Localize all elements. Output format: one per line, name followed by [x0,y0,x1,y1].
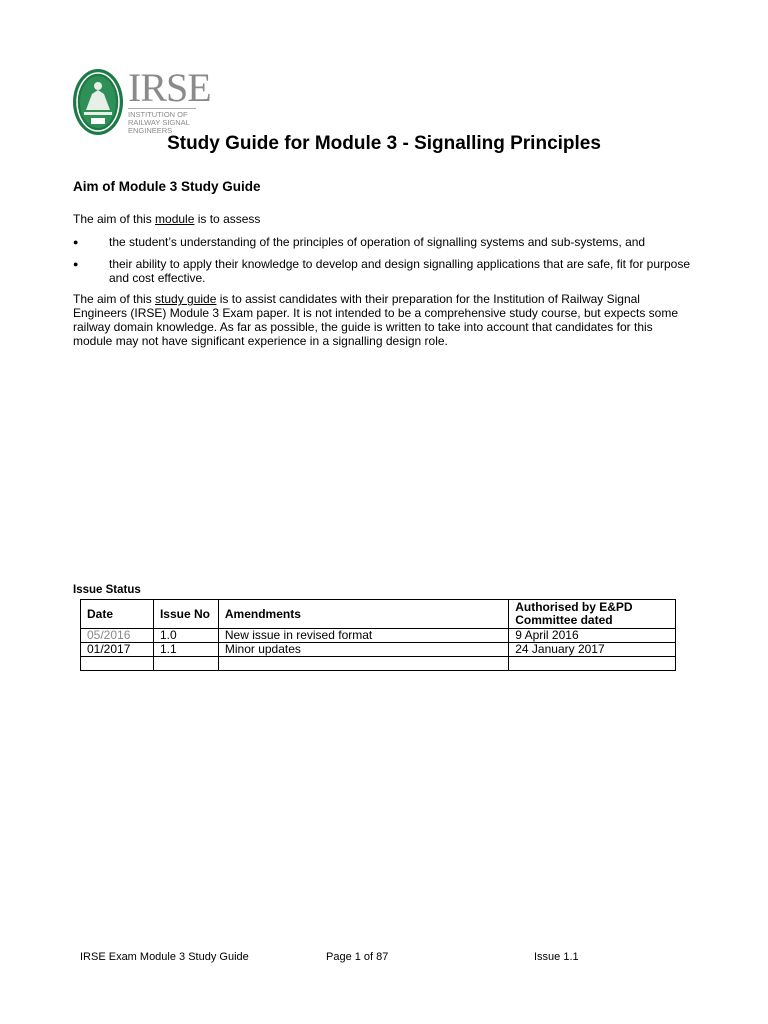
table-cell [153,657,218,671]
table-cell [218,657,508,671]
module-link[interactable]: module [155,212,195,226]
footer-issue: Issue 1.1 [534,951,579,963]
table-header-row [81,600,676,629]
footer-document-name: IRSE Exam Module 3 Study Guide [80,951,249,963]
column-header: Authorised by E&PD Committee dated [509,600,676,629]
table-cell [509,657,676,671]
table-cell: 1.0 [153,629,218,643]
intro-paragraph: The aim of this module is to assess [73,212,261,226]
logo-subtitle: INSTITUTION OF RAILWAY SIGNAL ENGINEERS [128,108,196,135]
bullet-icon: ● [73,237,79,247]
table-cell [81,657,154,671]
table-row [81,657,676,671]
irse-logo [72,65,211,136]
table-cell: 24 January 2017 [509,643,676,657]
table-cell: New issue in revised format [218,629,508,643]
irse-emblem-icon [72,68,124,136]
study-guide-paragraph: The aim of this study guide is to assist candidates with their preparation for the Institution of Railway Signal Engineers (IRSE) Module 3 Exam paper. It is not intended to be a comprehensive study course, but expects some railway domain knowledge. As far as possible, the guide is written to take into account that candidates for this module may not have significant experience in a signalling design role. [73,292,678,348]
table-cell: 9 April 2016 [509,629,676,643]
footer-page-number: Page 1 of 87 [326,951,389,963]
table-cell: 01/2017 [81,643,154,657]
table-row [81,643,676,657]
column-header: Date [81,600,154,629]
column-header: Amendments [218,600,508,629]
table-row [81,629,676,643]
logo-wordmark: IRSE [128,65,211,110]
section-heading: Aim of Module 3 Study Guide [73,179,261,194]
table-cell: Minor updates [218,643,508,657]
table-cell: 05/2016 [81,629,154,643]
issue-status-label: Issue Status [73,584,141,596]
study-guide-link[interactable]: study guide [155,292,217,306]
column-header: Issue No [153,600,218,629]
table-cell: 1.1 [153,643,218,657]
issue-status-table [80,599,676,671]
bullet-icon: ● [73,259,79,269]
page-title: Study Guide for Module 3 - Signalling Principles [167,133,601,154]
